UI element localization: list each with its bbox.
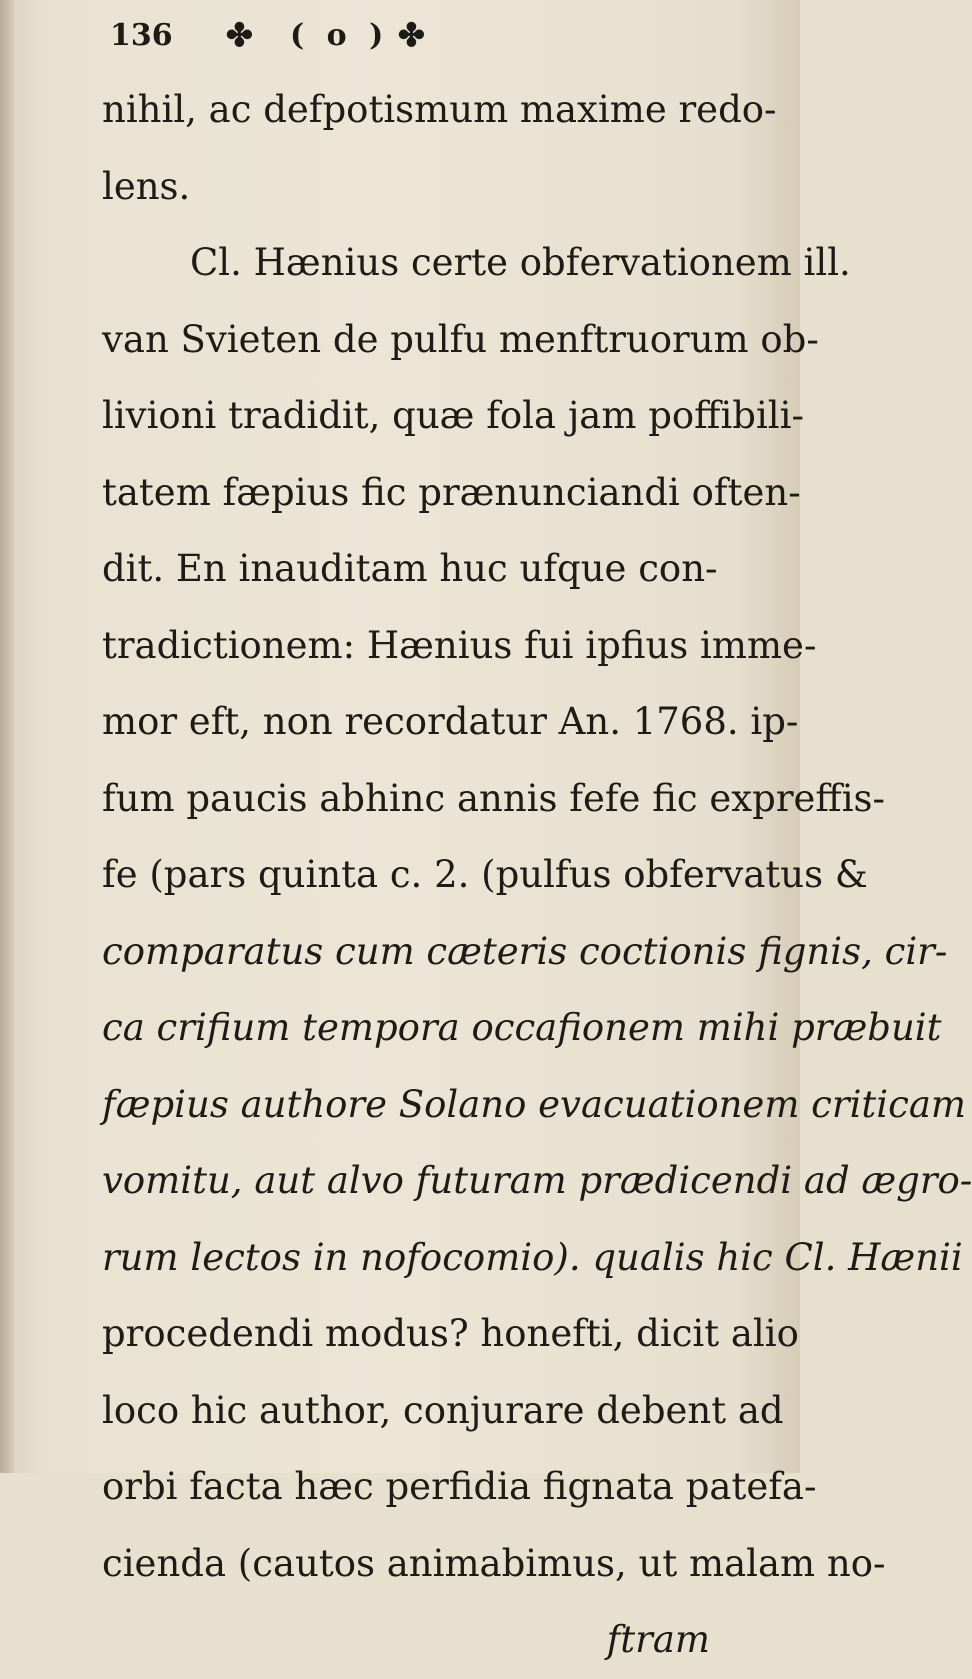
text-line: fæpius authore Solano evacuationem criticam	[102, 1082, 966, 1126]
text-line: lens.	[102, 164, 191, 208]
running-header	[108, 18, 708, 62]
text-line: vomitu, aut alvo futuram prædicendi ad ægro-	[102, 1159, 972, 1202]
text-line: fe (pars quinta c. 2. (pulfus obfervatus &	[102, 853, 868, 896]
text-line: tradictionem: Hænius fui ipfius imme-	[102, 623, 817, 667]
ornament-right-icon: ✤	[398, 16, 425, 54]
page-number: 136	[110, 18, 173, 53]
text-line: loco hic author, conjurare debent ad	[102, 1388, 784, 1432]
running-title: ( o )	[290, 18, 390, 53]
text-line: livioni tradidit, quæ fola jam poffibili-	[102, 394, 804, 437]
text-line: tatem fæpius fic prænunciandi often-	[102, 470, 801, 514]
text-line: ca crifium tempora occafionem mihi præbuit	[102, 1006, 942, 1049]
body-text	[100, 72, 972, 1679]
text-line: orbi facta hæc perfidia fignata patefa-	[102, 1465, 817, 1508]
text-line: fum paucis abhinc annis fefe fic expreffis-	[102, 776, 886, 820]
page-gutter-shadow	[0, 0, 14, 1473]
ornament-left-icon: ✤	[226, 16, 253, 54]
text-line: comparatus cum cæteris coctionis fignis, cir-	[102, 929, 948, 973]
text-line: procedendi modus? honefti, dicit alio	[102, 1312, 799, 1355]
text-line: Cl. Hænius certe obfervationem ill.	[190, 241, 851, 284]
text-line: rum lectos in nofocomio). qualis hic Cl. Hænii	[102, 1235, 963, 1279]
text-line: dit. En inauditam huc ufque con-	[102, 547, 718, 590]
text-line: mor eft, non recordatur An. 1768. ip-	[102, 700, 799, 743]
catchword: ftram	[606, 1618, 710, 1661]
text-line: van Svieten de pulfu menftruorum ob-	[102, 317, 819, 361]
text-line: cienda (cautos animabimus, ut malam no-	[102, 1541, 886, 1585]
text-line: nihil, ac defpotismum maxime redo-	[102, 88, 777, 131]
